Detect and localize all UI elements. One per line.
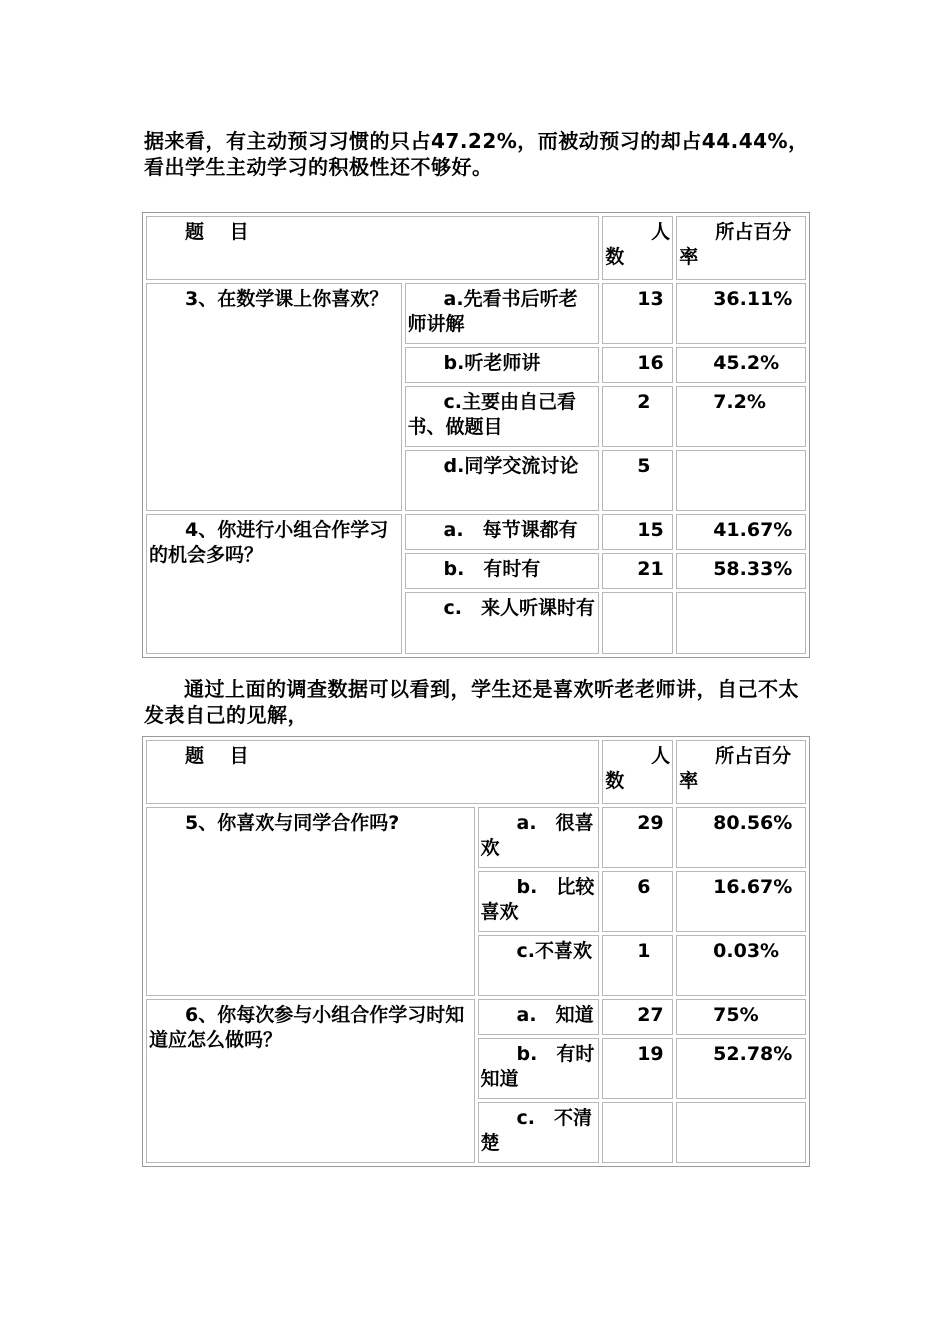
count-cell: 19	[602, 1038, 673, 1099]
header-topic: 题 目	[146, 216, 599, 280]
header-people-line2: 数	[605, 246, 625, 268]
percent-cell: 58.33%	[676, 553, 806, 589]
option-cell: c. 来人听课时有	[405, 592, 600, 654]
option-cell: a. 很喜欢	[478, 807, 600, 868]
count-cell: 16	[602, 347, 673, 383]
count-cell: 21	[602, 553, 673, 589]
header-people	[602, 740, 673, 804]
option-cell: d.同学交流讨论	[405, 450, 600, 511]
option-cell: c.不喜欢	[478, 935, 600, 996]
percent-cell: 75%	[676, 999, 806, 1035]
count-cell: 15	[602, 514, 673, 550]
option-cell: b. 有时知道	[478, 1038, 600, 1099]
percent-cell: 80.56%	[676, 807, 806, 868]
header-people-line1: 人	[651, 221, 671, 243]
option-cell: b.听老师讲	[405, 347, 600, 383]
header-percent: 所占百分率	[676, 216, 806, 280]
header-people-line1: 人	[651, 745, 671, 767]
count-cell: 13	[602, 283, 673, 344]
question-5: 5、你喜欢与同学合作吗?	[146, 807, 475, 996]
option-cell: c.主要由自己看书、做题目	[405, 386, 600, 447]
header-people-line2: 数	[605, 770, 625, 792]
percent-cell: 41.67%	[676, 514, 806, 550]
count-cell	[602, 592, 673, 654]
header-topic: 题 目	[146, 740, 599, 804]
option-cell: a. 每节课都有	[405, 514, 600, 550]
question-6: 6、你每次参与小组合作学习时知道应怎么做吗？	[146, 999, 475, 1163]
percent-cell: 36.11%	[676, 283, 806, 344]
percent-cell: 0.03%	[676, 935, 806, 996]
percent-cell	[676, 450, 806, 511]
count-cell: 1	[602, 935, 673, 996]
survey-table-2	[142, 736, 810, 1167]
option-cell: b. 有时有	[405, 553, 600, 589]
question-4: 4、你进行小组合作学习的机会多吗？	[146, 514, 402, 654]
percent-cell: 45.2%	[676, 347, 806, 383]
percent-cell: 7.2%	[676, 386, 806, 447]
count-cell: 5	[602, 450, 673, 511]
option-cell: a.先看书后听老师讲解	[405, 283, 600, 344]
header-percent: 所占百分率	[676, 740, 806, 804]
option-cell: c. 不清楚	[478, 1102, 600, 1163]
count-cell: 27	[602, 999, 673, 1035]
percent-cell	[676, 592, 806, 654]
percent-cell: 16.67%	[676, 871, 806, 932]
percent-cell: 52.78%	[676, 1038, 806, 1099]
percent-cell	[676, 1102, 806, 1163]
paragraph-intro: 据来看，有主动预习习惯的只占47.22%，而被动预习的却占44.44%，看出学生主动学习的积极性还不够好。	[144, 129, 809, 179]
paragraph-summary: 通过上面的调查数据可以看到，学生还是喜欢听老老师讲，自己不太发表自己的见解，	[144, 677, 799, 727]
count-cell: 29	[602, 807, 673, 868]
option-cell: a. 知道	[478, 999, 600, 1035]
count-cell: 2	[602, 386, 673, 447]
count-cell	[602, 1102, 673, 1163]
header-people	[602, 216, 673, 280]
option-cell: b. 比较喜欢	[478, 871, 600, 932]
count-cell: 6	[602, 871, 673, 932]
survey-table-1	[142, 212, 810, 658]
question-3: 3、在数学课上你喜欢？	[146, 283, 402, 511]
